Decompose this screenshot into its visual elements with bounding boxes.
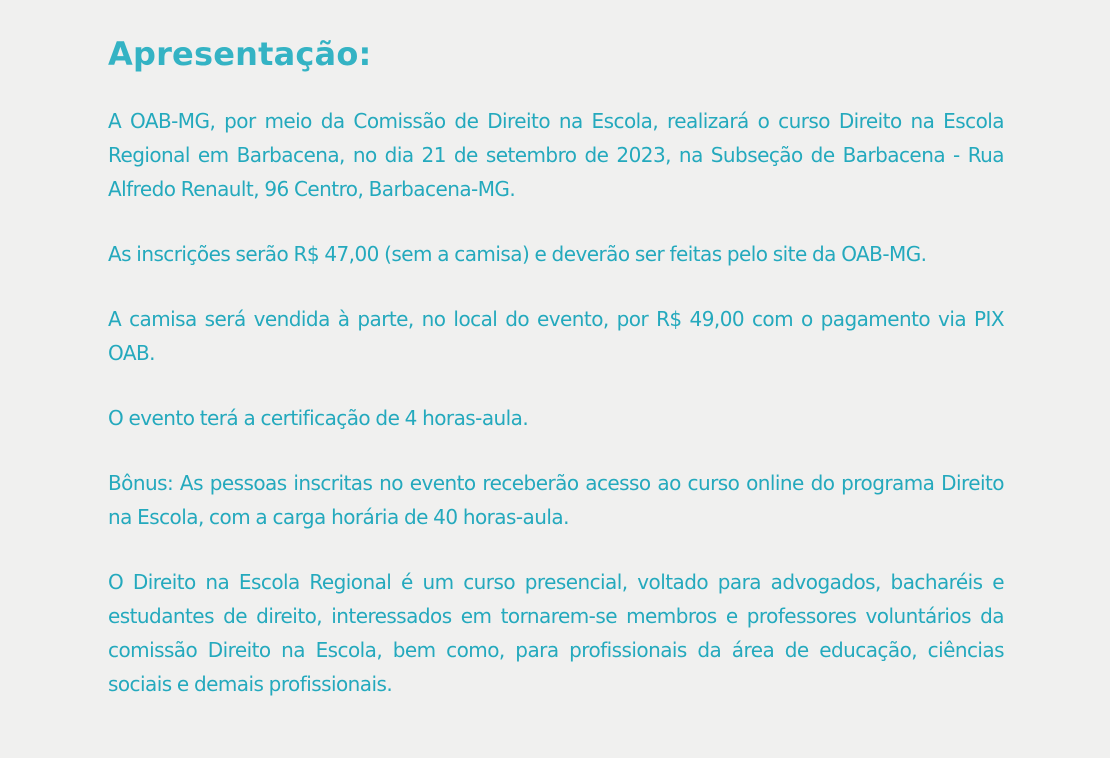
presentation-section	[108, 30, 1004, 732]
section-title: Apresentação:	[108, 35, 372, 73]
paragraph-shirt-sale: A camisa será vendida à parte, no local do evento, por R$ 49,00 com o pagamento via PIX OAB.	[108, 307, 1004, 365]
paragraph-certification: O evento terá a certificação de 4 horas-aula.	[108, 406, 529, 430]
paragraph-bonus: Bônus: As pessoas inscritas no evento receberão acesso ao curso online do programa Direito na Escola, com a carga horária de 40 horas-aula.	[108, 471, 1004, 529]
paragraph-event-details: A OAB-MG, por meio da Comissão de Direito na Escola, realizará o curso Direito na Escola Regional em Barbacena, no dia 21 de setembro de 2023, na Subseção de Barbacena - Rua Alfredo Renault, 96 Centro, Barbacena-MG.	[108, 109, 1004, 201]
paragraph-course-description: O Direito na Escola Regional é um curso presencial, voltado para advogados, bacharéis e estudantes de direito, interessados em tornarem-se membros e professores voluntários da comissão Direito na Escola, bem como, para profissionais da área de educação, ciências sociais e demais profissionais.	[108, 570, 1004, 696]
paragraph-registration-fee: As inscrições serão R$ 47,00 (sem a camisa) e deverão ser feitas pelo site da OAB-MG.	[108, 242, 927, 266]
